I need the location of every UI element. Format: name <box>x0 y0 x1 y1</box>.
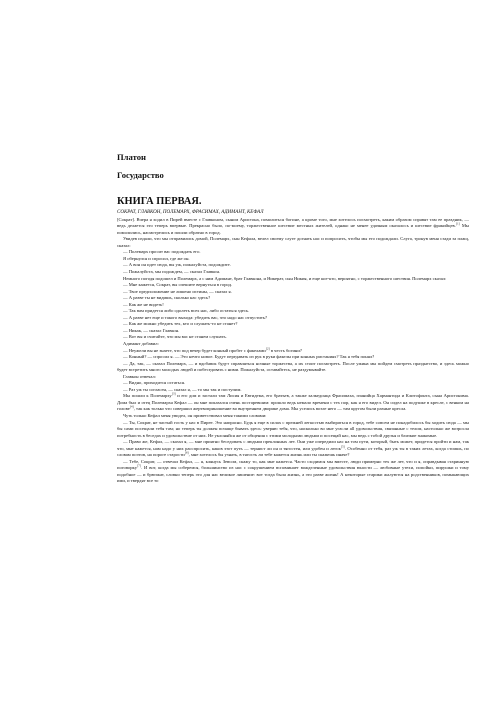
paragraph: — Видно, приходится остаться. <box>123 380 186 386</box>
paragraph: — Полемарх просит вас подождать его. <box>123 249 201 255</box>
footnote-marker[interactable]: [2] <box>265 346 270 350</box>
body-text <box>117 217 469 485</box>
book-heading: КНИГА ПЕРВАЯ. <box>117 196 202 207</box>
author-name: Платон <box>117 152 146 162</box>
paragraph: — Вот вы и считайте, что мы вас не станем слушать. <box>123 334 227 340</box>
paragraph: Чуть только Кефал меня увидел, он приветствовал меня такими словами: <box>123 413 267 418</box>
paragraph: — Так вам придется либо одолеть всех нас, либо остаться здесь. <box>123 308 250 314</box>
dramatis-personae: СОКРАТ, ГЛАВКОН, ПОЛЕМАРХ, ФРАСИМАХ, АДИМАНТ, КЕФАЛ <box>117 210 264 215</box>
footnote-marker[interactable]: [6] <box>184 450 189 455</box>
document-page <box>117 152 469 485</box>
paragraph: — Твое предположение не лишено истины, — сказал я. <box>123 288 232 294</box>
paragraph: — Тебе, Сократ, — отвечал Кефал, — я, клянусь Зевсом, скажу то, как мне кажется. Часто сходимся мы вместе, люди примерно тех же лет, что и я, оправдывая старинную поговорку[7]. И вот, когда мы соберемся, большинство из нас с сокрушением вспоминает вожделенные удовольствия юности — любовные утехи, попойки, пирушки и тому подобное — и брюзжат, словно теперь это для нас великое лишение: вот тогда была жизнь, а это разве жизнь! А некоторые старики жалуются на родственников, помыкающих ими, и твердят все то <box>117 458 469 484</box>
paragraph: — Ты, Сократ, не частый гость у нас в Пирее. Это напрасно. Будь я еще в силах с прежней легкостью выбираться в город, тебе совсем не понадобилось бы ходить сюда — мы бы сами посещали тебя там; но теперь ты должен почаще бывать здесь: уверяю тебя, что, насколько во мне угасли all удовольствия, связанные с телом, настолько же возросла потребность в беседах и удовольствие от них. Не уклоняйся же от общения с этими молодыми людьми и посещай нас, мы ведь с тобой друзья и близкие знакомые. <box>117 419 469 438</box>
paragraph: — Мне кажется, Сократ, вы спешите вернуться в город. <box>123 282 233 288</box>
paragraph: — Как же не видеть! <box>123 301 164 307</box>
paragraph: — Как же можно убедить тех, кто и слушать-то не станет? <box>123 321 238 327</box>
paragraph: Увидев издали, что мы отправились домой, Полемарх, сын Кефала, велел своему слуге догнать нас и попросить, чтобы мы его подождали. Слуга, тронув меня сзади за плащ, сказал: <box>117 236 469 248</box>
paragraph: — А вон он идет сюда, вы уж, пожалуйста, подождите. <box>123 262 231 268</box>
paragraph: — Раз уж ты согласен, — сказал я, — то мы так и поступим. <box>123 386 242 392</box>
paragraph: — А разве ты не видишь, сколько нас здесь? <box>123 295 211 301</box>
paragraph: — Да, так, — сказал Полемарх, — и вдобавок будут справляться ночные торжества, а их стоит посмотреть. После ужина мы пойдем смотреть празднество, и здесь можно будет встретить много молодых людей и побеседовать с ними. Пожалуйста, оставайтесь, не раздумывайте. <box>117 360 469 373</box>
footnote-marker[interactable]: [3] <box>171 391 176 396</box>
paragraph: — Никак, — сказал Главкон. <box>123 327 180 333</box>
paragraph: — Пожалуйста, мы подождем, — сказал Главкон. <box>123 268 221 274</box>
paragraph: Главкон отвечал: <box>123 373 156 379</box>
paragraph: Немного погодя подошел и Полемарх, а с ним Адимант, брат Главкона, и Никерат, сын Никия, и еще кое-кто, вероятно, с торжественного шествия. Полемарх сказал: <box>123 275 447 281</box>
paragraph: — Право же, Кефал, — сказал я, — мне приятно беседовать с людьми преклонных лет. Они уже опередили нас на том пути, который, быть может, придется пройти и нам, так что, мне кажется, нам надо у них расспросить, каков этот путь — тернист ли он и тягостен, или удобен и легок[5]. Особенно от тебя, раз уж ты в таких летах, когда стоишь, по словам поэтов, на пороге старости[6], мне хотелось бы узнать, в тягость ли тебе кажется жизнь или ты скажешь иначе? <box>117 439 469 458</box>
paragraph: — Конный? — спросил я. — Это нечто новое. Будут передавать из рук в руки факелы при конных ристаниях? Так я тебя понял? <box>123 354 375 360</box>
footnote-marker[interactable]: [7] <box>137 463 141 468</box>
paragraph: [Сократ]. Вчера я ходил в Пирей вместе с Главконом, сыном Аристона, помолиться богине, а кроме того, мне хотелось посмотреть, каким образом справят там ее праздник, — ведь делается это теперь впервые. Прекрасно было, по-моему, торжественное шествие местных жителей, однако не менее удачным оказалось и шествие фракийцев.[1] Мы помолились, насмотрелись и пошли обратно в город. <box>117 216 469 235</box>
paragraph: Я обернулся и спросил, где же он. <box>123 255 190 261</box>
paragraph: — А разве нет еще и такого выхода: убедить вас, что надо нас отпустить? <box>123 314 267 320</box>
paragraph: — Неужели вы не знаете, что под вечер будет конный пробег с факелами[2] в честь богини? <box>123 346 302 353</box>
footnote-marker[interactable]: [5] <box>340 444 345 449</box>
footnote-marker[interactable]: [1] <box>455 221 460 226</box>
footnote-marker[interactable]: [4] <box>129 404 134 409</box>
work-title: Государство <box>117 170 164 180</box>
paragraph: Адимант добавил: <box>123 340 159 346</box>
paragraph: Мы пошли к Полемарху[3] и его дом и застали там Лисия и Евтидема, его братьев, а также халкедонца Фрасимаха, пэанийца Хармантида и Клитофонта, сына Аристонима. Дома был и отец Полемарха Кефал — он мне показался очень постаревшим: прошло ведь немало времени с тех пор, как я его видел. Он сидел на подушке в кресле, с венком на голове[4], так как только что совершил жертвоприношение во внутреннем дворике дома. Мы уселись возле него — там кругом были разные кресла. <box>117 391 469 412</box>
